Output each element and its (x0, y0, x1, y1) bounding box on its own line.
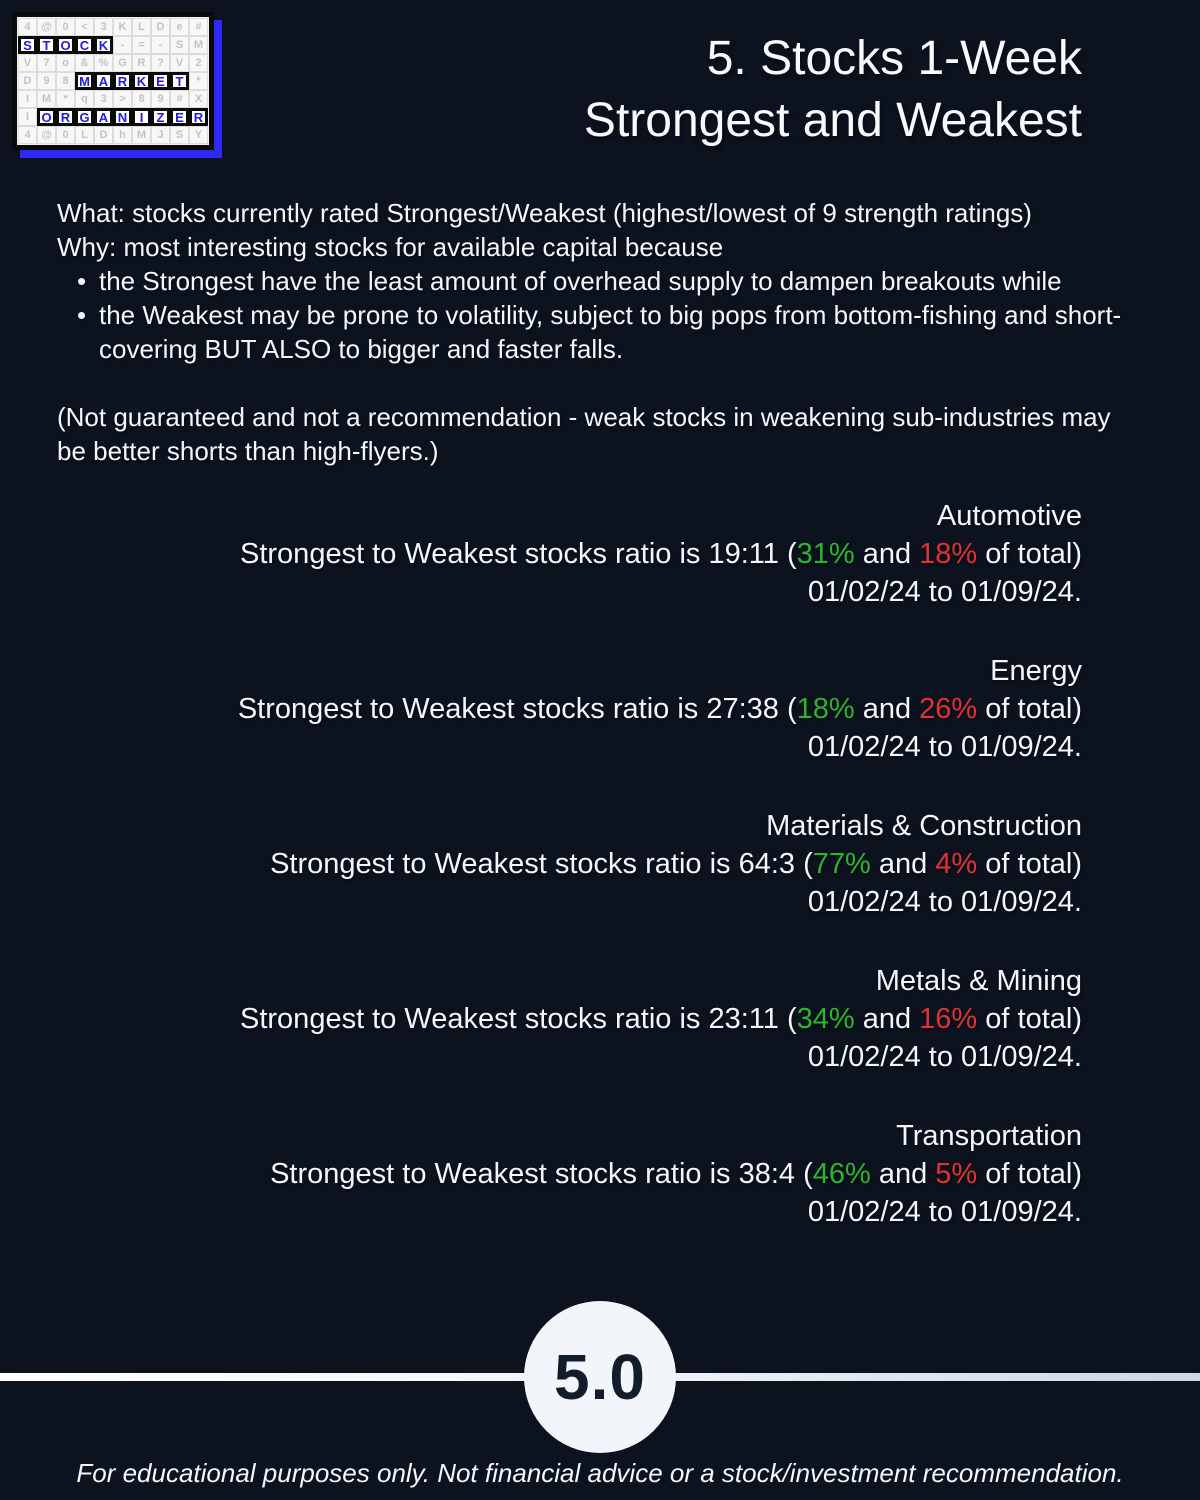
ratio-suffix: of total) (977, 1003, 1082, 1035)
logo-letter-cell: Z (151, 108, 170, 126)
ratio-joiner: and (870, 848, 936, 880)
strong-percent: 46% (812, 1158, 871, 1190)
logo-filler-cell: Y (189, 126, 208, 144)
ratio-text: Strongest to Weakest stocks ratio is 38:4 ( (270, 1158, 813, 1190)
logo-filler-cell: D (151, 18, 170, 36)
sector-ratio-line (57, 845, 1082, 883)
sector-section-transportation (57, 1117, 1082, 1231)
sector-ratio-line (57, 1155, 1082, 1193)
intro-why: Why: most interesting stocks for available capital because (57, 232, 724, 262)
bullet-dot-icon: • (77, 300, 87, 330)
logo-letter-cell: C (75, 36, 94, 54)
logo-filler-cell: J (151, 126, 170, 144)
sector-name: Energy (990, 655, 1082, 687)
strong-percent: 31% (796, 538, 855, 570)
ratio-joiner: and (854, 538, 920, 570)
sector-sections-list (57, 497, 1082, 1272)
logo-filler-cell: V (18, 54, 37, 72)
logo-filler-cell: 4 (18, 126, 37, 144)
ratio-suffix: of total) (977, 538, 1082, 570)
intro-block (57, 196, 1145, 468)
page-title (584, 28, 1082, 152)
logo-filler-cell: 7 (37, 54, 56, 72)
logo-letter-cell: S (18, 36, 37, 54)
logo-filler-cell: M (132, 126, 151, 144)
logo-letter-cell: T (170, 72, 189, 90)
logo-filler-cell: 2 (189, 54, 208, 72)
logo-filler-cell: M (189, 36, 208, 54)
logo-letter-cell: M (75, 72, 94, 90)
ratio-text: Strongest to Weakest stocks ratio is 19:11 ( (240, 538, 797, 570)
logo-letter-cell: R (113, 72, 132, 90)
sector-ratio-line (57, 690, 1082, 728)
bullet-dot-icon: • (77, 266, 87, 296)
logo-letter-cell: N (113, 108, 132, 126)
logo-filler-cell: ? (151, 54, 170, 72)
logo-filler-cell: 0 (56, 18, 75, 36)
sector-name: Metals & Mining (875, 965, 1082, 997)
logo-filler-cell: 3 (94, 18, 113, 36)
page-title-line2: Strongest and Weakest (583, 94, 1082, 147)
logo-filler-cell: D (18, 72, 37, 90)
logo-filler-cell: S (170, 36, 189, 54)
ratio-text: Strongest to Weakest stocks ratio is 64:3 ( (270, 848, 813, 880)
logo-letter-cell: I (132, 108, 151, 126)
logo-filler-cell: % (94, 54, 113, 72)
logo-filler-cell: 9 (37, 72, 56, 90)
logo-filler-cell: 8 (132, 90, 151, 108)
logo-filler-cell: - (151, 36, 170, 54)
logo-filler-cell: L (75, 126, 94, 144)
ratio-text: Strongest to Weakest stocks ratio is 23:11 ( (240, 1003, 797, 1035)
strong-percent: 18% (796, 693, 855, 725)
logo-filler-cell: I (18, 90, 37, 108)
intro-bullet-2-text: the Weakest may be prone to volatility, subject to big pops from bottom-fishing and short-covering BUT ALSO to bigger and faster falls. (99, 300, 1122, 364)
logo-filler-cell: 9 (151, 90, 170, 108)
weak-percent: 5% (935, 1158, 978, 1190)
logo-filler-cell: h (113, 126, 132, 144)
logo-filler-cell: M (37, 90, 56, 108)
weak-percent: 16% (919, 1003, 978, 1035)
intro-bullet-1 (77, 264, 1145, 298)
sector-name: Materials & Construction (766, 810, 1082, 842)
logo-filler-cell: K (113, 18, 132, 36)
logo-filler-cell: X (189, 90, 208, 108)
strong-percent: 77% (812, 848, 871, 880)
weak-percent: 26% (919, 693, 978, 725)
sector-section-energy (57, 652, 1082, 766)
sector-name: Automotive (936, 500, 1082, 532)
sector-ratio-line (57, 1000, 1082, 1038)
logo-letter-cell: K (132, 72, 151, 90)
logo-filler-cell: > (113, 90, 132, 108)
sector-date-range: 01/02/24 to 01/09/24. (807, 1196, 1082, 1228)
sector-section-materials-construction (57, 807, 1082, 921)
footer-disclaimer: For educational purposes only. Not financial advice or a stock/investment recommendation. (76, 1458, 1124, 1488)
logo-filler-cell: e (170, 18, 189, 36)
sector-name: Transportation (896, 1120, 1082, 1152)
logo-filler-cell: < (75, 18, 94, 36)
sector-date-range: 01/02/24 to 01/09/24. (807, 576, 1082, 608)
weak-percent: 18% (919, 538, 978, 570)
logo-filler-cell: L (132, 18, 151, 36)
logo-filler-cell: 0 (56, 126, 75, 144)
logo-filler-cell: q (75, 90, 94, 108)
logo-letter-cell: K (94, 36, 113, 54)
logo-filler-cell: # (189, 18, 208, 36)
logo-letter-cell: O (37, 108, 56, 126)
intro-bullet-2 (77, 298, 1145, 366)
ratio-joiner: and (854, 1003, 920, 1035)
page-number-badge (524, 1301, 676, 1453)
logo-filler-cell: G (113, 54, 132, 72)
sector-section-metals-mining (57, 962, 1082, 1076)
stock-market-organizer-logo (12, 12, 214, 150)
logo-letter-cell: E (170, 108, 189, 126)
page-title-line1: 5. Stocks 1-Week (706, 32, 1082, 85)
logo-letter-cell: E (151, 72, 170, 90)
logo-filler-cell: 4 (18, 18, 37, 36)
logo-letter-cell: A (94, 72, 113, 90)
logo-filler-cell: * (189, 72, 208, 90)
sector-date-range: 01/02/24 to 01/09/24. (807, 1041, 1082, 1073)
sector-date-range: 01/02/24 to 01/09/24. (807, 886, 1082, 918)
ratio-joiner: and (870, 1158, 936, 1190)
sector-section-automotive (57, 497, 1082, 611)
logo-filler-cell: # (170, 90, 189, 108)
logo-letter-cell: A (94, 108, 113, 126)
logo-filler-cell: 3 (94, 90, 113, 108)
logo-filler-cell: o (56, 54, 75, 72)
logo-filler-cell: V (170, 54, 189, 72)
logo-filler-cell: 8 (56, 72, 75, 90)
logo-filler-cell: - (113, 36, 132, 54)
strong-percent: 34% (796, 1003, 855, 1035)
sector-ratio-line (57, 535, 1082, 573)
logo-filler-cell: S (170, 126, 189, 144)
intro-what: What: stocks currently rated Strongest/Weakest (highest/lowest of 9 strength ratings) (57, 198, 1032, 228)
intro-disclaimer-note: (Not guaranteed and not a recommendation - weak stocks in weakening sub-industries may be better shorts than high-flyers.) (57, 402, 1111, 466)
logo-filler-cell: & (75, 54, 94, 72)
logo-filler-cell: = (132, 36, 151, 54)
logo-filler-cell: R (132, 54, 151, 72)
logo-letter-cell: R (189, 108, 208, 126)
ratio-suffix: of total) (977, 848, 1082, 880)
logo-filler-cell: D (94, 126, 113, 144)
logo-filler-cell: @ (37, 18, 56, 36)
ratio-suffix: of total) (977, 693, 1082, 725)
ratio-text: Strongest to Weakest stocks ratio is 27:38 ( (237, 693, 797, 725)
logo-letter-cell: T (37, 36, 56, 54)
ratio-suffix: of total) (977, 1158, 1082, 1190)
logo-letter-cell: R (56, 108, 75, 126)
logo-grid (18, 18, 208, 144)
logo-filler-cell: I (18, 108, 37, 126)
weak-percent: 4% (935, 848, 978, 880)
logo-filler-cell: @ (37, 126, 56, 144)
logo-filler-cell: * (56, 90, 75, 108)
sector-date-range: 01/02/24 to 01/09/24. (807, 731, 1082, 763)
ratio-joiner: and (854, 693, 920, 725)
intro-bullet-1-text: the Strongest have the least amount of overhead supply to dampen breakouts while (99, 266, 1062, 296)
logo-letter-cell: O (56, 36, 75, 54)
logo-letter-cell: G (75, 108, 94, 126)
page-number: 5.0 (554, 1341, 646, 1413)
